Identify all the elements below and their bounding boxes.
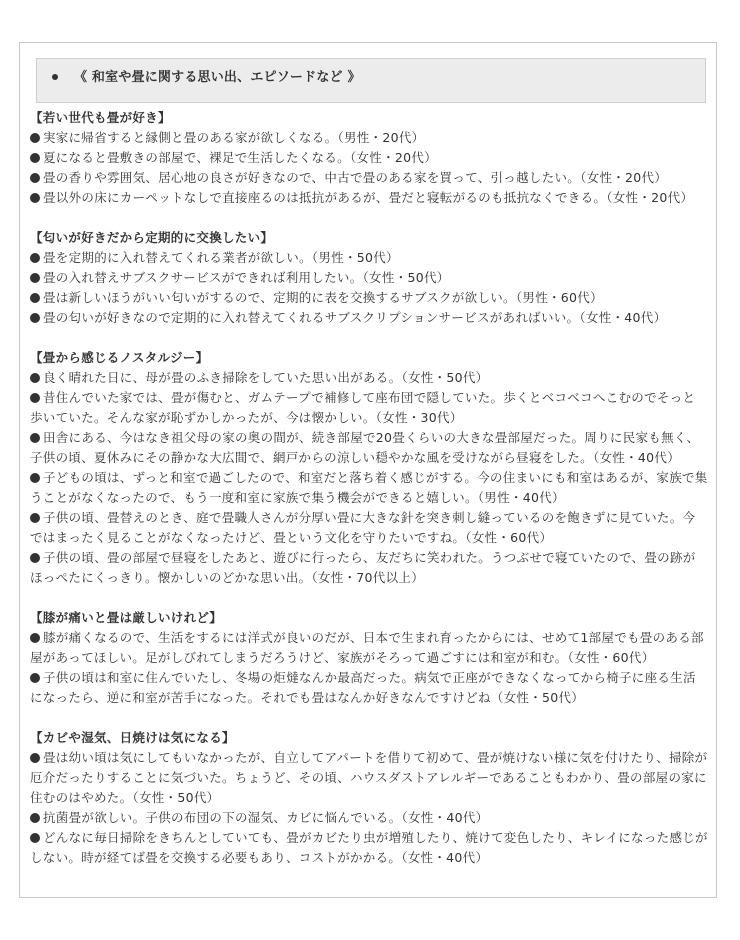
bullet-icon (30, 433, 40, 443)
list-item (30, 268, 708, 288)
item-text: 畳の匂いが好きなので定期的に入れ替えてくれるサブスクリプションサービスがあればいい。（女性・40代） (43, 310, 667, 325)
item-text: 畳以外の床にカーペットなしで直接座るのは抵抗があるが、畳だと寝転がるのも抵抗なくできる。（女性・20代） (43, 190, 694, 205)
page-title: 《 和室や畳に関する思い出、エピソードなど 》 (74, 70, 361, 85)
episode-section (30, 608, 708, 708)
item-text: 実家に帰省すると縁側と畳のある家が欲しくなる。（男性・20代） (43, 130, 425, 145)
bullet-icon (30, 173, 40, 183)
list-item (30, 828, 708, 868)
bullet-icon (30, 253, 40, 263)
bullet-icon (30, 133, 40, 143)
list-item (30, 188, 708, 208)
section-heading: 【畳から感じるノスタルジー】 (30, 350, 209, 365)
list-item (30, 148, 708, 168)
list-item (30, 428, 708, 468)
list-item (30, 508, 708, 548)
episode-section (30, 108, 708, 208)
item-text: 田舎にある、今はなき祖父母の家の奥の間が、続き部屋で20畳くらいの大きな畳部屋だった。周りに民家も無く、子供の頃、夏休みにその静かな大広間で、網戸からの涼しい穏やかな風を受けながら昼寝をした。（女性・40代） (30, 430, 700, 465)
item-text: 子供の頃、畳替えのとき、庭で畳職人さんが分厚い畳に大きな針を突き刺し縫っているのを飽きずに見ていた。今ではまったく見ることがなくなったけど、畳という文化を守りたいですね。（女性・60代） (30, 510, 696, 545)
header-bullet-icon (52, 74, 58, 80)
bullet-icon (30, 373, 40, 383)
bullet-icon (30, 553, 40, 563)
item-text: 畳の香りや雰囲気、居心地の良さが好きなので、中古で畳のある家を買って、引っ越したい。（女性・20代） (43, 170, 668, 185)
item-text: どんなに毎日掃除をきちんとしていても、畳がカビたり虫が増殖したり、焼けて変色したり、キレイになった感じがしない。時が経てば畳を交換する必要もあり、コストがかかる。（女性・40代） (30, 830, 708, 865)
episode-section (30, 348, 708, 588)
bullet-icon (30, 473, 40, 483)
bullet-icon (30, 513, 40, 523)
episode-section (30, 728, 708, 868)
bullet-icon (30, 293, 40, 303)
list-item (30, 628, 708, 668)
list-item (30, 808, 708, 828)
section-heading: 【膝が痛いと畳は厳しいけれど】 (30, 610, 223, 625)
section-heading: 【匂いが好きだから定期的に交換したい】 (30, 230, 274, 245)
list-item (30, 548, 708, 588)
item-text: 畳を定期的に入れ替えてくれる業者が欲しい。（男性・50代） (43, 250, 399, 265)
bullet-icon (30, 633, 40, 643)
episode-section (30, 228, 708, 328)
list-item (30, 248, 708, 268)
list-item (30, 368, 708, 388)
bullet-icon (30, 393, 40, 403)
item-text: 夏になると畳敷きの部屋で、裸足で生活したくなる。（女性・20代） (43, 150, 438, 165)
bullet-icon (30, 753, 40, 763)
item-text: 昔住んでいた家では、畳が傷むと、ガムテープで補修して座布団で隠していた。歩くとベコベコへこむのでそっと歩いていた。そんな家が恥ずかしかったが、今は懐かしい。（女性・30代） (30, 390, 696, 425)
bullet-icon (30, 313, 40, 323)
list-item (30, 468, 708, 508)
item-text: 子供の頃、畳の部屋で昼寝をしたあと、遊びに行ったら、友だちに笑われた。うつぶせで寝ていたので、畳の跡がほっぺたにくっきり。懐かしいのどかな思い出。（女性・70代以上） (30, 550, 696, 585)
list-item (30, 288, 708, 308)
item-text: 良く晴れた日に、母が畳のふき掃除をしていた思い出がある。（女性・50代） (43, 370, 489, 385)
item-text: 膝が痛くなるので、生活をするには洋式が良いのだが、日本で生まれ育ったからには、せめて1部屋でも畳のある部屋があってほしい。足がしびれてしまうだろうけど、家族がそろって過ごすには和室が和む。（女性・60代） (30, 630, 704, 665)
section-heading: 【若い世代も畳が好き】 (30, 110, 171, 125)
bullet-icon (30, 153, 40, 163)
list-item (30, 308, 708, 328)
item-text: 畳の入れ替えサブスクサービスができれば利用したい。（女性・50代） (43, 270, 450, 285)
bullet-icon (30, 193, 40, 203)
list-item (30, 128, 708, 148)
item-text: 畳は新しいほうがいい匂いがするので、定期的に表を交換するサブスクが欲しい。（男性・60代） (43, 290, 603, 305)
bullet-icon (30, 273, 40, 283)
list-item (30, 388, 708, 428)
item-text: 子どもの頃は、ずっと和室で過ごしたので、和室だと落ち着く感じがする。今の住まいにも和室はあるが、家族で集うことがなくなったので、もう一度和室に家族で集う機会ができると嬉しい。（男性・40代） (30, 470, 708, 505)
bullet-icon (30, 813, 40, 823)
list-item (30, 168, 708, 188)
item-text: 畳は幼い頃は気にしてもいなかったが、自立してアパートを借りて初めて、畳が焼けない様に気を付けたり、掃除が厄介だったりすることに気づいた。ちょうど、その頃、ハウスダストアレルギーであることもわかり、畳の部屋の家に住むのはやめた。（女性・50代） (30, 750, 708, 805)
list-item (30, 748, 708, 808)
episode-list (30, 108, 708, 888)
bullet-icon (30, 833, 40, 843)
bullet-icon (30, 673, 40, 683)
item-text: 子供の頃は和室に住んでいたし、冬場の炬燵なんか最高だった。病気で正座ができなくなってから椅子に座る生活になったら、逆に和室が苦手になった。それでも畳はなんか好きなんですけどね（女性・50代） (30, 670, 696, 705)
list-item (30, 668, 708, 708)
section-heading: 【カビや湿気、日焼けは気になる】 (30, 730, 235, 745)
item-text: 抗菌畳が欲しい。子供の布団の下の湿気、カビに悩んでいる。（女性・40代） (43, 810, 489, 825)
